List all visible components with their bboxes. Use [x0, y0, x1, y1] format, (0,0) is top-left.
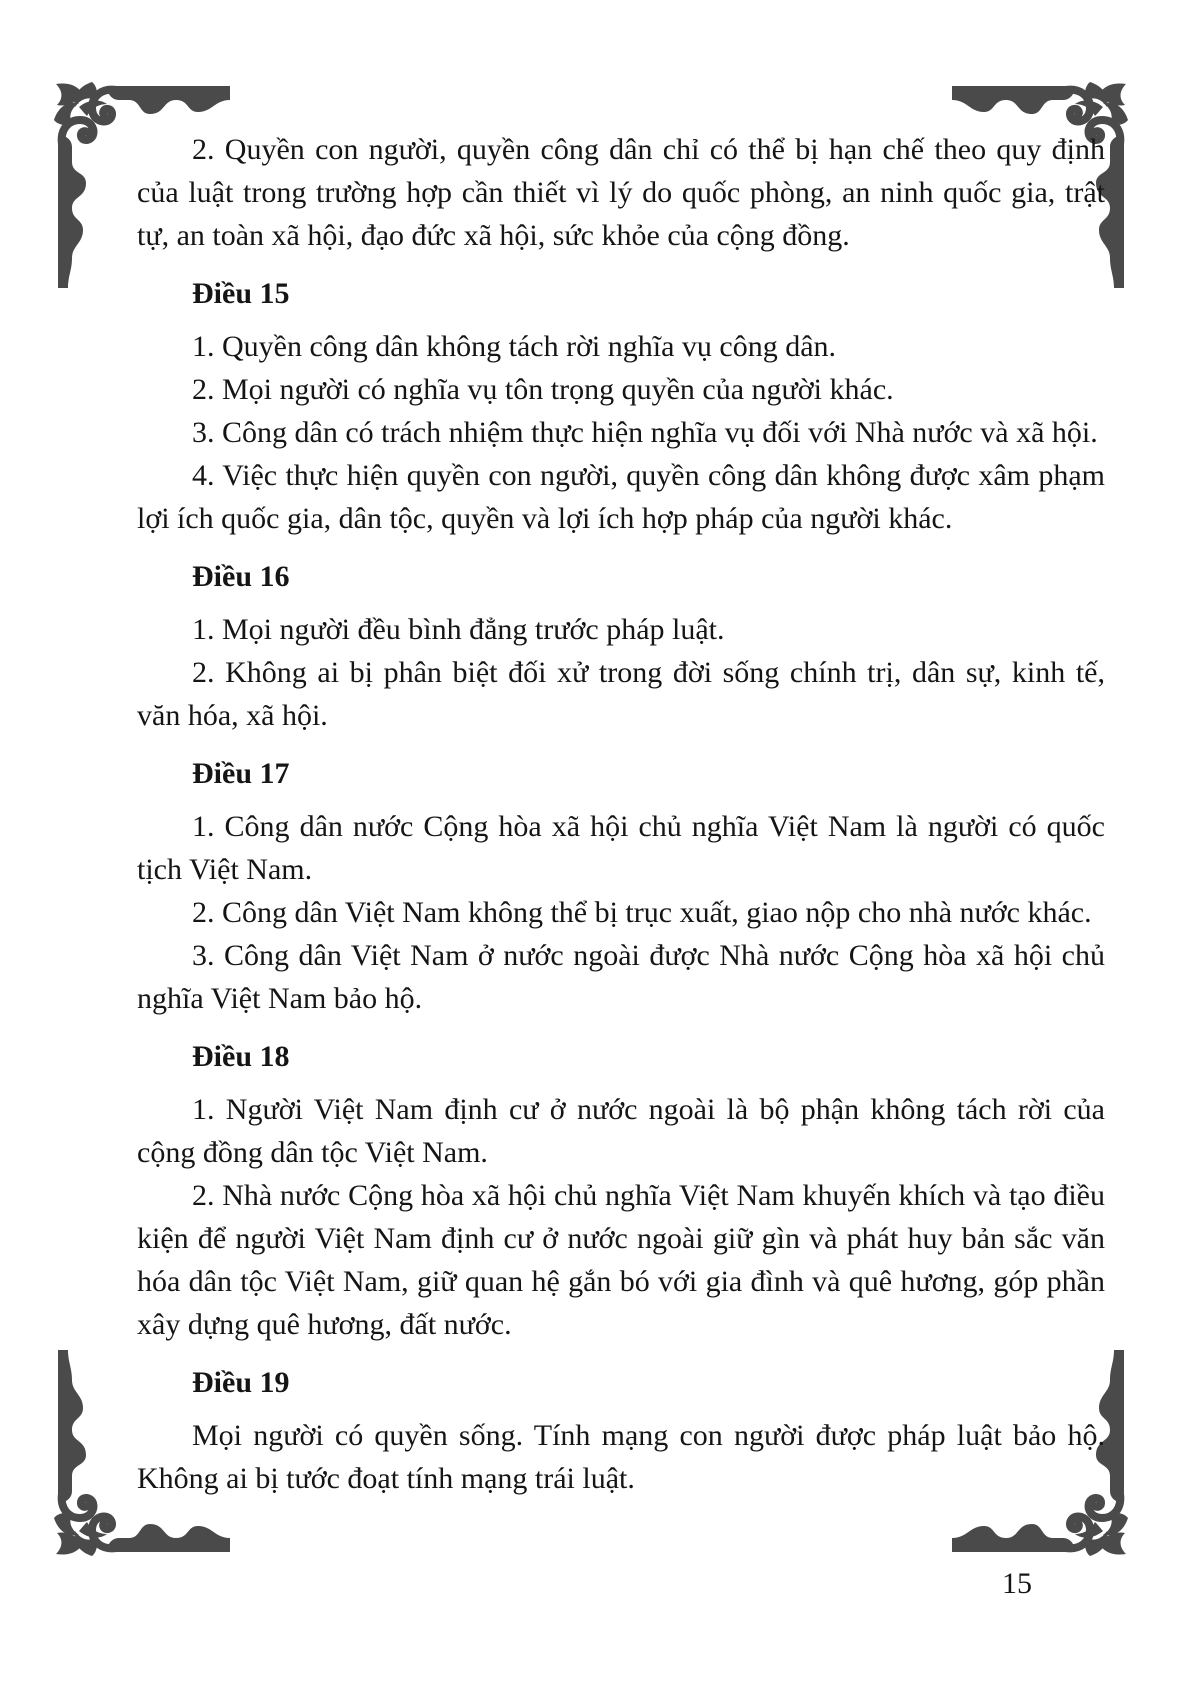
body-paragraph: 1. Công dân nước Cộng hòa xã hội chủ nghĩa Việt Nam là người có quốc tịch Việt Nam. — [137, 810, 1105, 886]
article-heading: Điều 19 — [192, 1366, 290, 1399]
body-paragraph: 2. Công dân Việt Nam không thể bị trục xuất, giao nộp cho nhà nước khác. — [192, 896, 1092, 929]
article-heading: Điều 18 — [192, 1040, 290, 1073]
body-paragraph: 3. Công dân Việt Nam ở nước ngoài được Nhà nước Cộng hòa xã hội chủ nghĩa Việt Nam bảo hộ. — [137, 939, 1105, 1015]
body-paragraph: 4. Việc thực hiện quyền con người, quyền công dân không được xâm phạm lợi ích quốc gia, dân tộc, quyền và lợi ích hợp pháp của người khác. — [137, 459, 1105, 535]
page-number: 15 — [1002, 1567, 1032, 1600]
body-paragraph: 1. Người Việt Nam định cư ở nước ngoài là bộ phận không tách rời của cộng đồng dân tộc Việt Nam. — [137, 1093, 1105, 1169]
text-column — [137, 128, 1105, 1500]
article-heading: Điều 15 — [192, 277, 290, 310]
article-heading: Điều 17 — [192, 757, 290, 790]
body-paragraph: 1. Quyền công dân không tách rời nghĩa vụ công dân. — [192, 330, 837, 363]
article-heading: Điều 16 — [192, 560, 290, 593]
body-paragraph: 2. Nhà nước Cộng hòa xã hội chủ nghĩa Việt Nam khuyến khích và tạo điều kiện để người Việt Nam định cư ở nước ngoài giữ gìn và phát huy bản sắc văn hóa dân tộc Việt Nam, giữ quan hệ gắn bó với gia đình và quê hương, góp phần xây dựng quê hương, đất nước. — [137, 1179, 1105, 1341]
body-paragraph: 2. Quyền con người, quyền công dân chỉ có thể bị hạn chế theo quy định của luật trong trường hợp cần thiết vì lý do quốc phòng, an ninh quốc gia, trật tự, an toàn xã hội, đạo đức xã hội, sức khỏe của cộng đồng. — [137, 133, 1105, 252]
body-paragraph: 1. Mọi người đều bình đẳng trước pháp luật. — [192, 613, 725, 646]
body-paragraph: Mọi người có quyền sống. Tính mạng con người được pháp luật bảo hộ. Không ai bị tước đoạt tính mạng trái luật. — [137, 1419, 1105, 1495]
body-paragraph: 2. Mọi người có nghĩa vụ tôn trọng quyền của người khác. — [192, 373, 894, 406]
body-paragraph: 2. Không ai bị phân biệt đối xử trong đời sống chính trị, dân sự, kinh tế, văn hóa, xã hội. — [137, 656, 1105, 732]
body-paragraph: 3. Công dân có trách nhiệm thực hiện nghĩa vụ đối với Nhà nước và xã hội. — [192, 416, 1098, 449]
